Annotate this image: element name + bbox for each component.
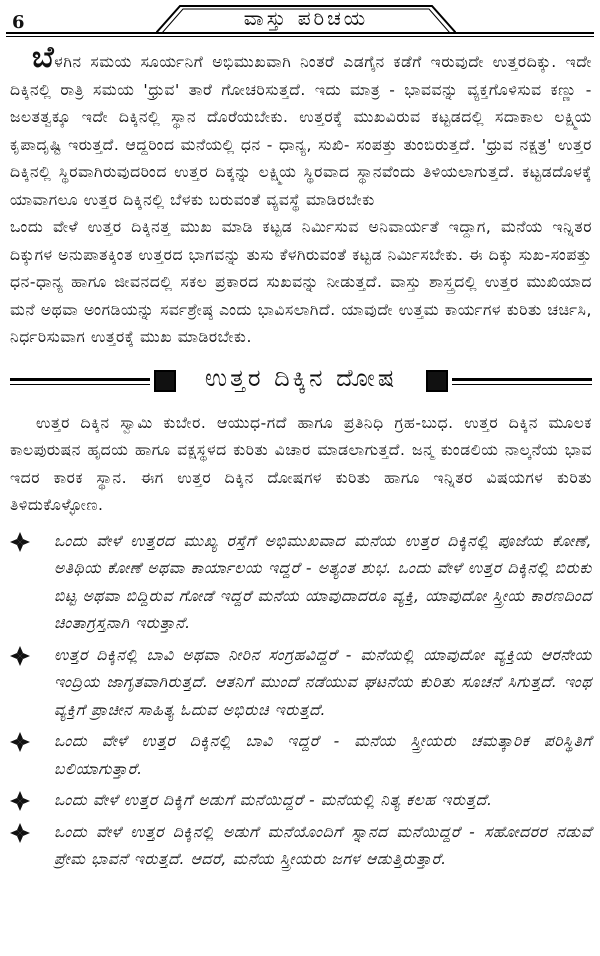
diamond-bullet-icon: [10, 732, 30, 752]
bullet-item-4: [10, 787, 592, 815]
header-rule-thin: [6, 36, 594, 37]
bullet-text-3: ಒಂದು ವೇಳೆ ಉತ್ತರ ದಿಕ್ಕಿನಲ್ಲಿ ಬಾವಿ ಇದ್ದರೆ - ಮನೆಯ ಸ್ತ್ರೀಯರು ಚಮತ್ಕಾರಿಕ ಪರಿಸ್ಥಿತಿಗೆ ಬಲಿಯಾಗುತ್ತಾರೆ.: [54, 732, 592, 778]
section-heading: [10, 362, 592, 402]
page-content: [10, 40, 592, 878]
bullet-item-1: [10, 528, 592, 638]
heading-square-left-icon: [154, 370, 176, 392]
diamond-bullet-icon: [10, 791, 30, 811]
intro-paragraph-2: ಒಂದು ವೇಳೆ ಉತ್ತರ ದಿಕ್ಕಿನತ್ತ ಮುಖ ಮಾಡಿ ಕಟ್ಟಡ ನಿರ್ಮಿಸುವ ಅನಿವಾರ್ಯತೆ ಇದ್ದಾಗ, ಮನೆಯ ಇನ್ನಿತರ ದಿಕ್ಕುಗಳ ಅನುಪಾತಕ್ಕಿಂತ ಉತ್ತರದ ಭಾಗವನ್ನು ತುಸು ಕೆಳಗಿರುವಂತೆ ಕಟ್ಟಡ ನಿರ್ಮಿಸಬೇಕು. ಈ ದಿಕ್ಕು ಸುಖ-ಸಂಪತ್ತು ಧನ-ಧಾನ್ಯ ಹಾಗೂ ಜೀವನದಲ್ಲಿ ಸಕಲ ಪ್ರಕಾರದ ಸುಖವನ್ನು ನೀಡುತ್ತದೆ. ವಾಸ್ತು ಶಾಸ್ತ್ರದಲ್ಲಿ ಉತ್ತರ ಮುಖಿಯಾದ ಮನೆ ಅಥವಾ ಅಂಗಡಿಯನ್ನು ಸರ್ವಶ್ರೇಷ್ಠ ಎಂದು ಭಾವಿಸಲಾಗಿದೆ. ಯಾವುದೇ ಉತ್ತಮ ಕಾರ್ಯಗಳ ಕುರಿತು ಚರ್ಚಿಸಿ, ನಿರ್ಧರಿಸುವಾಗ ಉತ್ತರಕ್ಕೆ ಮುಖ ಮಾಡಿರಬೇಕು.: [10, 218, 592, 346]
bullet-item-2: [10, 642, 592, 725]
bullet-item-5: [10, 819, 592, 874]
section-paragraph: ಉತ್ತರ ದಿಕ್ಕಿನ ಸ್ವಾಮಿ ಕುಬೇರ. ಆಯುಧ-ಗದೆ ಹಾಗೂ ಪ್ರತಿನಿಧಿ ಗ್ರಹ-ಬುಧ. ಉತ್ತರ ದಿಕ್ಕಿನ ಮೂಲಕ ಕಾಲಪುರುಷನ ಹೃದಯ ಹಾಗೂ ವಕ್ಷಸ್ಥಳದ ಕುರಿತು ವಿಚಾರ ಮಾಡಲಾಗುತ್ತದೆ. ಜನ್ಮ ಕುಂಡಲಿಯ ನಾಲ್ಕನೆಯ ಭಾವ ಇದರ ಕಾರಕ ಸ್ಥಾನ. ಈಗ ಉತ್ತರ ದಿಕ್ಕಿನ ದೋಷಗಳ ಕುರಿತು ಹಾಗೂ ಇನ್ನಿತರ ವಿಷಯಗಳ ಕುರಿತು ತಿಳಿದುಕೊಳ್ಳೋಣ.: [10, 413, 592, 514]
heading-rule-right-thin: [452, 384, 592, 385]
diamond-bullet-icon: [10, 823, 30, 843]
bullet-list: [10, 528, 592, 874]
bullet-text-4: ಒಂದು ವೇಳೆ ಉತ್ತರ ದಿಕ್ಕಿಗೆ ಅಡುಗೆ ಮನೆಯಿದ್ದರೆ - ಮನೆಯಲ್ಲಿ ನಿತ್ಯ ಕಲಹ ಇರುತ್ತದೆ.: [54, 791, 493, 809]
page-number: 6: [12, 12, 25, 33]
intro-paragraph-1-text: ಳಗಿನ ಸಮಯ ಸೂರ್ಯನಿಗೆ ಅಭಿಮುಖವಾಗಿ ನಿಂತರೆ ಎಡಗೈನ ಕಡೆಗೆ ಇರುವುದೇ ಉತ್ತರದಿಕ್ಕು. ಇದೇ ದಿಕ್ಕಿನಲ್ಲಿ ರಾತ್ರಿ ಸಮಯ 'ಧ್ರುವ' ತಾರೆ ಗೋಚರಿಸುತ್ತದೆ. ಇದು ಮಾತ್ರ - ಭಾವವನ್ನು ವ್ಯಕ್ತಗೊಳಿಸುವ ಕಣ್ಣು - ಜಲತತ್ವಕ್ಕೂ ಇದೇ ದಿಕ್ಕಿನಲ್ಲಿ ಸ್ಥಾನ ದೊರೆಯಬೇಕು. ಉತ್ತರಕ್ಕೆ ಮುಖವಿರುವ ಕಟ್ಟಡದಲ್ಲಿ ಸದಾಕಾಲ ಲಕ್ಷ್ಮಿಯ ಕೃಪಾದೃಷ್ಟಿ ಇರುತ್ತದೆ. ಆದ್ದರಿಂದ ಮನೆಯಲ್ಲಿ ಧನ - ಧಾನ್ಯ, ಸುಖಿ- ಸಂಪತ್ತು ತುಂಬಿರುತ್ತದೆ. 'ಧ್ರುವ ನಕ್ಷತ್ರ' ಉತ್ತರ ದಿಕ್ಕಿನಲ್ಲಿ ಸ್ಥಿರವಾಗಿರುವುದರಿಂದ ಉತ್ತರ ದಿಕ್ಕನ್ನು ಲಕ್ಷ್ಮಿಯ ಸ್ಥಿರವಾದ ಸ್ಥಾನವೆಂದು ತಿಳಿಯಲಾಗುತ್ತದೆ. ಕಟ್ಟಡದೊಳಕ್ಕೆ ಯಾವಾಗಲೂ ಉತ್ತರ ದಿಕ್ಕಿನಲ್ಲಿ ಬೆಳಕು ಬರುವಂತೆ ವ್ಯವಸ್ಥೆ ಮಾಡಿರಬೇಕು: [10, 53, 592, 209]
diamond-bullet-icon: [10, 646, 30, 666]
heading-square-right-icon: [426, 370, 448, 392]
intro-paragraph-1: [10, 40, 592, 214]
header-title-tab: [156, 4, 456, 34]
running-title: ವಾಸ್ತು ಪರಿಚಯ: [243, 6, 369, 30]
heading-rule-left: [10, 378, 150, 381]
diamond-bullet-icon: [10, 532, 30, 552]
heading-rule-left-thin: [10, 384, 150, 385]
heading-rule-right: [452, 378, 592, 381]
bullet-text-1: ಒಂದು ವೇಳೆ ಉತ್ತರದ ಮುಖ್ಯ ರಸ್ತೆಗೆ ಅಭಿಮುಖವಾದ ಮನೆಯ ಉತ್ತರ ದಿಕ್ಕಿನಲ್ಲಿ ಪೂಜೆಯ ಕೋಣೆ, ಅತಿಥಿಯ ಕೋಣೆ ಅಥವಾ ಕಾರ್ಯಾಲಯ ಇದ್ದರೆ - ಅತ್ಯಂತ ಶುಭ. ಒಂದು ವೇಳೆ ಉತ್ತರ ದಿಕ್ಕಿನಲ್ಲಿ ಬಿರುಕು ಬಿಟ್ಟ ಅಥವಾ ಬಿದ್ದಿರುವ ಗೋಡೆ ಇದ್ದರೆ ಮನೆಯ ಯಾವುದಾದರೂ ವ್ಯಕ್ತಿ, ಯಾವುದೋ ಸ್ತ್ರೀಯ ಕಾರಣದಿಂದ ಚಿಂತಾಗ್ರಸ್ತನಾಗಿ ಇರುತ್ತಾನೆ.: [54, 531, 592, 632]
page-header: [6, 4, 594, 40]
bullet-item-3: [10, 728, 592, 783]
bullet-text-2: ಉತ್ತರ ದಿಕ್ಕಿನಲ್ಲಿ ಬಾವಿ ಅಥವಾ ನೀರಿನ ಸಂಗ್ರಹವಿದ್ದರೆ - ಮನೆಯಲ್ಲಿ ಯಾವುದೋ ವ್ಯಕ್ತಿಯ ಆರನೇಯ ಇಂದ್ರಿಯ ಜಾಗೃತವಾಗಿರುತ್ತದೆ. ಆತನಿಗೆ ಮುಂದೆ ನಡೆಯುವ ಘಟನೆಯ ಕುರಿತು ಸೂಚನೆ ಸಿಗುತ್ತದೆ. ಇಂಥ ವ್ಯಕ್ತಿಗೆ ಪ್ರಾಚೀನ ಸಾಹಿತ್ಯ ಓದುವ ಅಭಿರುಚಿ ಇರುತ್ತದೆ.: [54, 645, 592, 719]
bullet-text-5: ಒಂದು ವೇಳೆ ಉತ್ತರ ದಿಕ್ಕಿನಲ್ಲಿ ಅಡುಗೆ ಮನೆಯೊಂದಿಗೆ ಸ್ನಾನದ ಮನೆಯಿದ್ದರೆ - ಸಹೋದರರ ನಡುವೆ ಪ್ರೇಮ ಭಾವನೆ ಇರುತ್ತದೆ. ಆದರೆ, ಮನೆಯ ಸ್ತ್ರೀಯರು ಜಗಳ ಆಡುತ್ತಿರುತ್ತಾರೆ.: [54, 822, 592, 868]
section-title: ಉತ್ತರ ದಿಕ್ಕಿನ ದೋಷ: [204, 363, 398, 392]
drop-cap: ಬೆ: [32, 40, 55, 75]
